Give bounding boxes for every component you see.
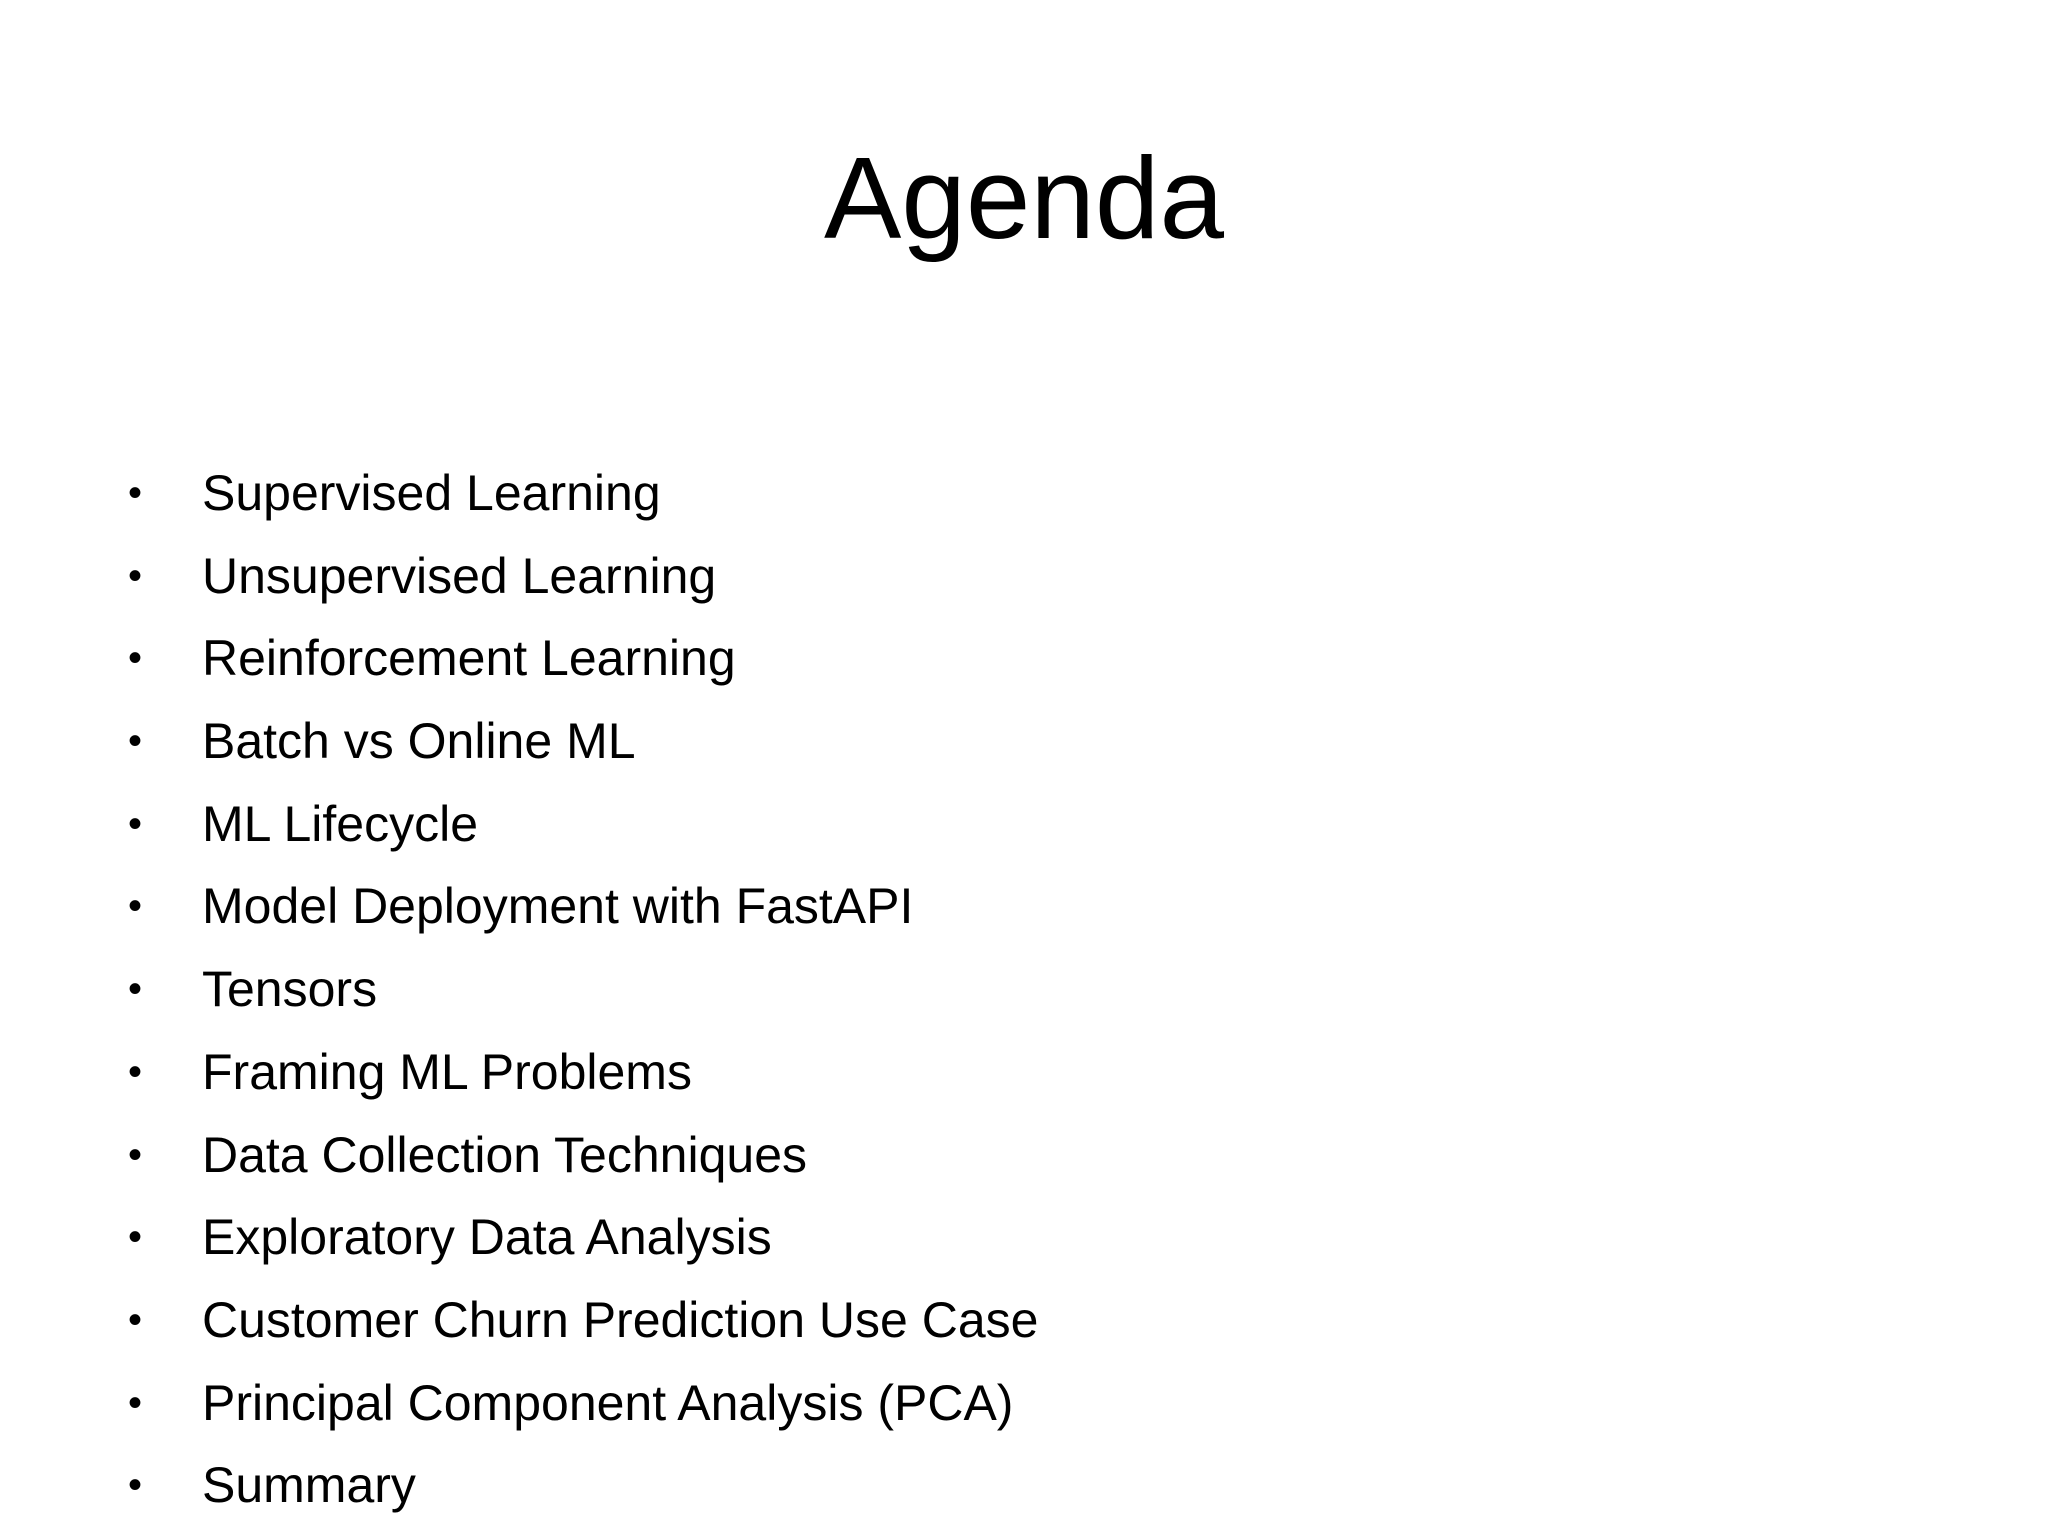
agenda-item-label: Framing ML Problems bbox=[202, 1043, 692, 1100]
agenda-item-label: Customer Churn Prediction Use Case bbox=[202, 1291, 1039, 1348]
agenda-item-label: Batch vs Online ML bbox=[202, 713, 636, 770]
bullet-icon: • bbox=[127, 1463, 142, 1508]
agenda-item-label: Unsupervised Learning bbox=[202, 547, 717, 604]
agenda-item-label: Supervised Learning bbox=[202, 465, 661, 521]
agenda-item-label: Reinforcement Learning bbox=[202, 630, 736, 687]
agenda-item-label: ML Lifecycle bbox=[202, 795, 479, 852]
agenda-item-label: Exploratory Data Analysis bbox=[202, 1209, 772, 1266]
bullet-icon: • bbox=[127, 1297, 142, 1342]
bullet-icon: • bbox=[127, 1049, 142, 1094]
bullet-icon: • bbox=[127, 471, 142, 515]
bullet-icon: • bbox=[127, 884, 142, 929]
agenda-item-label: Principal Component Analysis (PCA) bbox=[202, 1374, 1014, 1431]
agenda-item-label: Summary bbox=[202, 1457, 416, 1514]
bullet-icon: • bbox=[127, 1132, 142, 1177]
bullet-icon: • bbox=[127, 719, 142, 764]
bullet-icon: • bbox=[127, 801, 142, 846]
bullet-icon: • bbox=[127, 553, 142, 598]
bullet-icon: • bbox=[127, 1215, 142, 1260]
agenda-item-label: Tensors bbox=[202, 961, 378, 1018]
bullet-icon: • bbox=[127, 636, 142, 681]
agenda-item-label: Data Collection Techniques bbox=[202, 1126, 808, 1183]
bullet-icon: • bbox=[127, 967, 142, 1012]
bullet-icon: • bbox=[127, 1380, 142, 1425]
slide-title: Agenda bbox=[824, 133, 1224, 263]
agenda-item-label: Model Deployment with FastAPI bbox=[202, 878, 914, 935]
